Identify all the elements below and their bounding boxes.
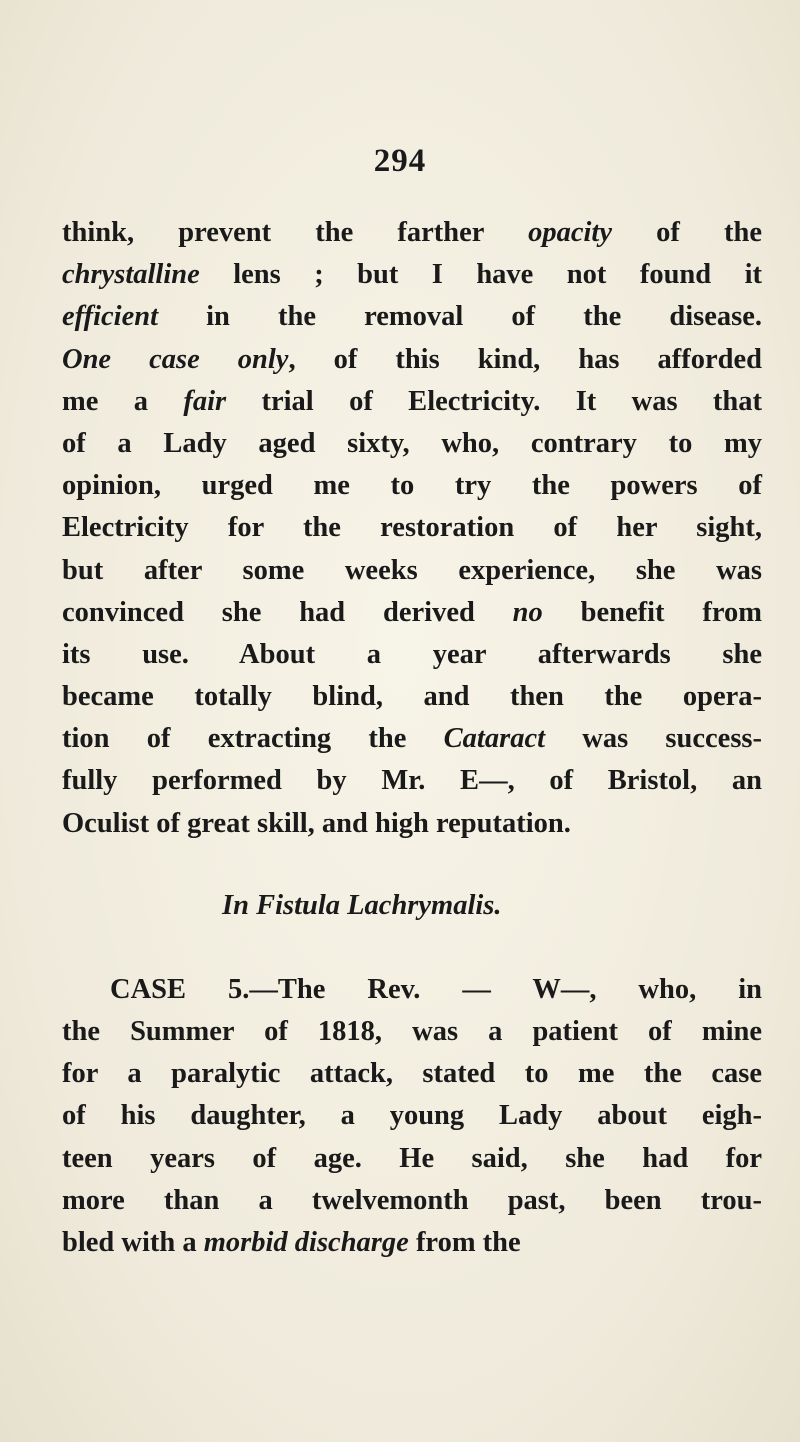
italic-text-run: Cataract [443,723,546,755]
text-line [62,381,762,423]
text-run: lens ; but I have not found it [199,259,762,291]
text-run: trial of Electricity. It was that [226,385,763,417]
text-line [62,803,762,845]
text-line [62,212,762,254]
page-body [62,212,762,1264]
text-run: its use. About a year afterwards she [62,638,762,670]
text-run: teen years of age. He said, she had for [62,1142,762,1174]
text-run: convinced she had derived [62,596,513,628]
text-line [62,254,762,296]
text-run: Oculist of great skill, and high reputation. [62,807,571,839]
text-run: became totally blind, and then the opera- [62,681,762,713]
text-run: benefit from [542,596,762,628]
text-run: in the removal of the disease. [158,301,762,333]
text-run: opinion, urged me to try the powers of [62,470,762,502]
text-line [62,676,762,718]
text-run: fully performed by Mr. E—, of Bristol, an [62,765,762,797]
paragraph-case-5 [62,969,762,1264]
text-run: the Summer of 1818, was a patient of mine [62,1016,762,1047]
text-line [62,1222,762,1264]
italic-text-run: One case only [62,343,289,375]
section-heading: In Fistula Lachrymalis. [222,889,502,921]
text-line [62,592,762,634]
paragraph-case-4-conclusion [62,212,762,845]
text-run: CASE 5.—The Rev. — W—, who, in [110,973,762,1005]
text-run: for a paralytic attack, stated to me the case [62,1058,762,1090]
text-line [62,465,762,507]
text-run: of his daughter, a young Lady about eigh- [62,1100,762,1132]
italic-text-run: chrystalline [62,259,200,291]
text-run: from the [408,1226,521,1258]
italic-text-run: efficient [62,301,159,333]
text-run: , of this kind, has afforded [288,343,763,375]
text-run: more than a twelvemonth past, been trou- [62,1184,762,1216]
text-run: was success- [545,723,762,755]
text-line [62,1011,762,1053]
text-line [62,423,762,465]
italic-text-run: opacity [528,217,612,248]
text-line [62,1180,762,1222]
text-line [62,634,762,676]
text-line [62,550,762,592]
text-line [62,760,762,802]
italic-text-run: morbid discharge [203,1226,409,1258]
text-line [62,1053,762,1095]
text-run: but after some weeks experience, she was [62,554,762,586]
text-line [62,1095,762,1137]
text-line [62,339,762,381]
text-run: Electricity for the restoration of her sight, [62,512,762,544]
text-line [62,1138,762,1180]
text-run: bled with a [62,1226,204,1258]
page-number: 294 [373,143,427,179]
text-run: tion of extracting the [62,723,444,755]
text-run: think, prevent the farther [62,217,529,248]
text-line [62,718,762,760]
text-line [62,507,762,549]
text-line [62,969,762,1011]
text-run: of the [611,217,763,248]
italic-text-run: no [512,596,543,628]
italic-text-run: fair [183,385,227,417]
text-run: of a Lady aged sixty, who, contrary to my [62,427,762,459]
text-run: me a [62,385,184,417]
text-line [62,296,762,338]
